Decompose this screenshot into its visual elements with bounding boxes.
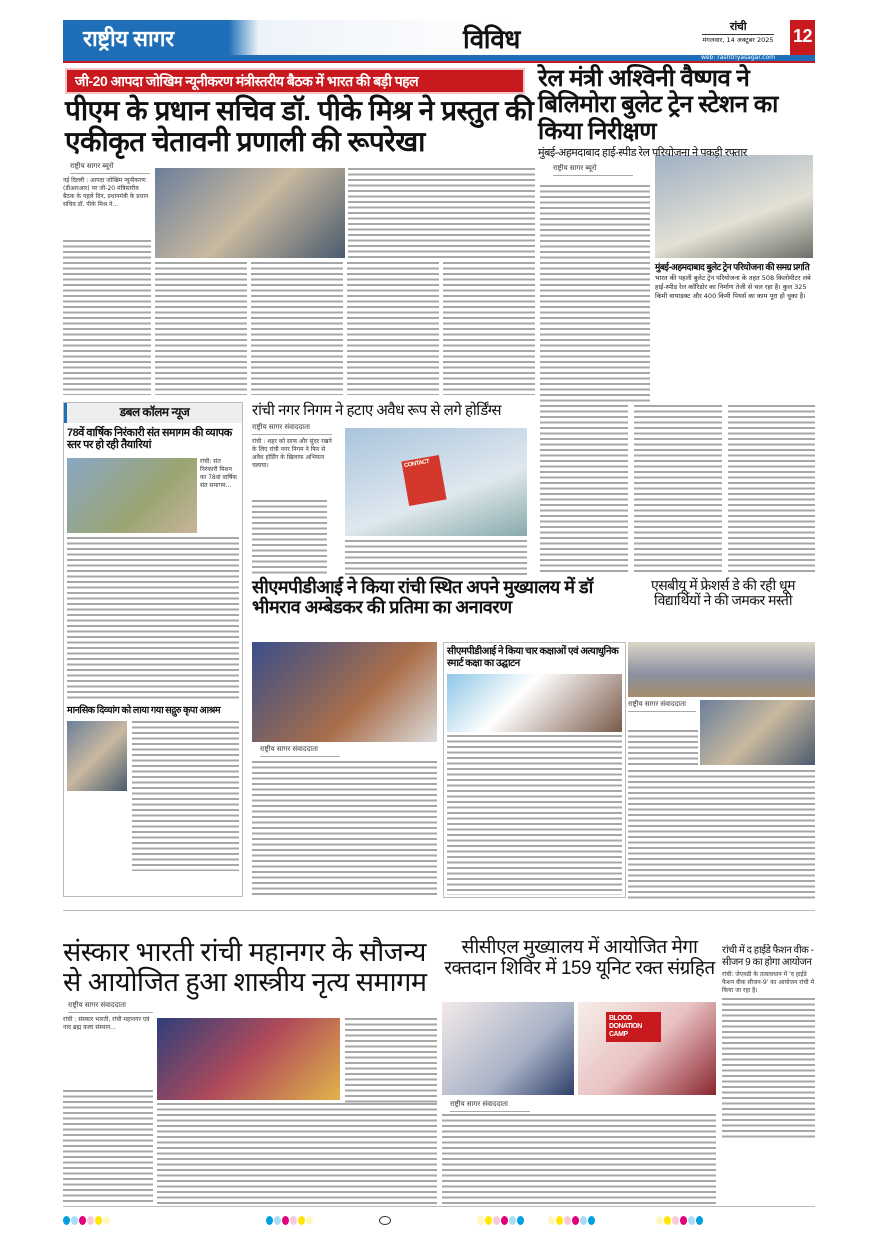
footer-rule [63, 1206, 815, 1207]
double-column-headline[interactable]: 78वें वार्षिक निरंकारी संत समागम की व्यापक स्तर पर हो रही तैयारियां [67, 426, 232, 452]
story3-body-bottom [345, 540, 527, 575]
story3-headline[interactable]: रांची नगर निगम ने हटाए अवैध रूप से लगे होर्डिंग्स [252, 402, 537, 419]
story3-lead: रांची : शहर को साफ और सुंदर रखने के लिए रांची नगर निगम ने फिर से अवैध होर्डिंग के खिलाफ अभियान चलाया। [252, 438, 332, 470]
website[interactable]: web: rashtriyasagar.com [700, 54, 775, 61]
crosshair-icon [379, 1216, 391, 1225]
double-column-photo-2 [67, 721, 127, 791]
newspaper-logo: राष्ट्रीय सागर [83, 26, 174, 51]
story5-body-lower [628, 770, 815, 900]
story7-photo-1 [442, 1002, 574, 1095]
story1-byline: राष्ट्रीय सागर ब्यूरो [70, 162, 150, 174]
double-column-headline-2[interactable]: मानसिक दिव्यांग को लाया गया सद्गुरु कृपा आश्रम [67, 705, 221, 717]
story2-box-text: भारत की पहली बुलेट ट्रेन परियोजना के तहत 508 किलोमीटर लंबे हाई-स्पीड रेल कॉरिडोर का निर्माण तेजी से चल रहा है। कुल 325 किमी वायाडक्ट और 400 किमी पियर्स का काम पूरा हो चुका है। [655, 274, 811, 301]
story7-headline[interactable]: सीसीएल मुख्यालय में आयोजित मेगा रक्तदान शिविर में 159 यूनिट रक्त संग्रहित [442, 938, 717, 980]
story8-column [722, 945, 815, 1138]
story6-headline[interactable]: संस्कार भारती रांची महानगर के सौजन्य से आयोजित हुआ शास्त्रीय नृत्य समागम [63, 938, 438, 997]
hoarding-sign: CONTACT [401, 455, 446, 506]
story4-body-col [252, 745, 437, 896]
story3-body [252, 500, 327, 575]
story1-headline[interactable]: पीएम के प्रधान सचिव डॉ. पीके मिश्र ने प्रस्तुत की एकीकृत चेतावनी प्रणाली की रूपरेखा [65, 95, 534, 157]
story5-body [628, 730, 698, 765]
story4-sub-box [443, 642, 626, 898]
double-column-label: डबल कॉलम न्यूज [64, 403, 242, 423]
color-registration-marks [63, 1210, 815, 1229]
story1-lead: नई दिल्ली : आपदा जोखिम न्यूनीकरण (डीआरआर) पर जी-20 मंत्रिस्तरीय बैठक के पहले दिन, प्रधानमंत्री के प्रधान सचिव डॉ. पीके मिश्र ने... [63, 176, 149, 208]
story5-byline: राष्ट्रीय सागर संवाददाता [628, 700, 696, 712]
story8-headline[interactable]: रांची में द हाईडे फैशन वीक - सीजन 9 का होगा आयोजन [722, 945, 814, 968]
story1-body [63, 240, 151, 395]
story3-header [252, 402, 537, 470]
story4-body [252, 761, 437, 896]
story5-photo [700, 700, 815, 765]
double-column-photo-row [64, 456, 242, 535]
masthead-rule [63, 55, 815, 63]
section-title: विविध [463, 24, 520, 54]
story4-group-photo [628, 642, 815, 697]
story8-lead: रांची: जेएमडी के तत्वावधान में 'द हाईडे फैशन वीक सीजन-9' का आयोजन रांची में किया जा रहा है। [722, 971, 815, 994]
story2-byline: राष्ट्रीय सागर ब्यूरो [553, 164, 633, 176]
story2-body [540, 185, 650, 260]
story6-byline: राष्ट्रीय सागर संवाददाता [68, 1001, 153, 1013]
story2-body-left [540, 262, 650, 402]
divider [63, 910, 815, 911]
story2-progress-box [655, 262, 813, 402]
story1-kicker: जी-20 आपदा जोखिम न्यूनीकरण मंत्रीस्तरीय बैठक में भारत की बड़ी पहल [65, 68, 525, 94]
story7-body [442, 1114, 716, 1205]
story5-headline[interactable]: एसबीयू में फ्रेशर्स डे की रही धूम विद्यार्थियों ने की जमकर मस्ती [650, 577, 796, 609]
story8-body [722, 998, 815, 1138]
story3-byline: राष्ट्रीय सागर संवाददाता [252, 423, 332, 435]
story7-byline: राष्ट्रीय सागर संवाददाता [450, 1100, 530, 1112]
story1-header [65, 68, 535, 209]
story4-byline: राष्ट्रीय सागर संवाददाता [260, 745, 340, 757]
story2-body-cols [540, 405, 815, 575]
story2-box-title: मुंबई-अहमदाबाद बुलेट ट्रेन परियोजना की समग्र प्रगति [655, 262, 810, 272]
story4-sub-body [447, 735, 622, 895]
page-number: 12 [790, 20, 815, 56]
city: रांची [729, 21, 747, 33]
story6-body [63, 1090, 153, 1205]
story2-subhead: मुंबई-अहमदाबाद हाई-स्पीड रेल परियोजना ने पकड़ी रफ्तार [538, 147, 747, 160]
story7-photo-2 [578, 1002, 716, 1095]
double-column-body-2 [132, 721, 239, 871]
story4-headline[interactable]: सीएमपीडीआई ने किया रांची स्थित अपने मुख्यालय में डॉ भीमराव अम्बेडकर की प्रतिमा का अनावरण [252, 577, 593, 617]
story4-sub-headline[interactable]: सीएमपीडीआई ने किया चार कक्षाओं एवं अत्याधुनिक स्मार्ट कक्षा का उद्घाटन [447, 646, 619, 669]
double-column-photo [67, 458, 197, 533]
double-column-box [63, 402, 243, 897]
story2-headline[interactable]: रेल मंत्री अश्विनी वैष्णव ने बिलिमोरा बुलेट ट्रेन स्टेशन का किया निरीक्षण [538, 65, 778, 145]
double-column-lead: रांची: संत निरंकारी मिशन का 78वां वार्षिक संत समागम... [200, 458, 239, 533]
story4-photo [252, 642, 437, 742]
story4-sub-photo [447, 674, 622, 732]
story6-lead: रांची : संस्कार भारती, रांची महानगर एवं नाद ब्रह्म कला संस्थान... [63, 1016, 153, 1032]
blood-donation-banner: BLOOD DONATION CAMP [606, 1012, 661, 1042]
date: मंगलवार, 14 अक्टूबर 2025 [702, 35, 774, 44]
double-column-body [67, 537, 239, 702]
story6-header [63, 938, 438, 1032]
story2-header [538, 66, 818, 176]
story1-body-cols [155, 262, 535, 395]
story6-body-cols [157, 1103, 437, 1205]
dateline [688, 21, 788, 44]
